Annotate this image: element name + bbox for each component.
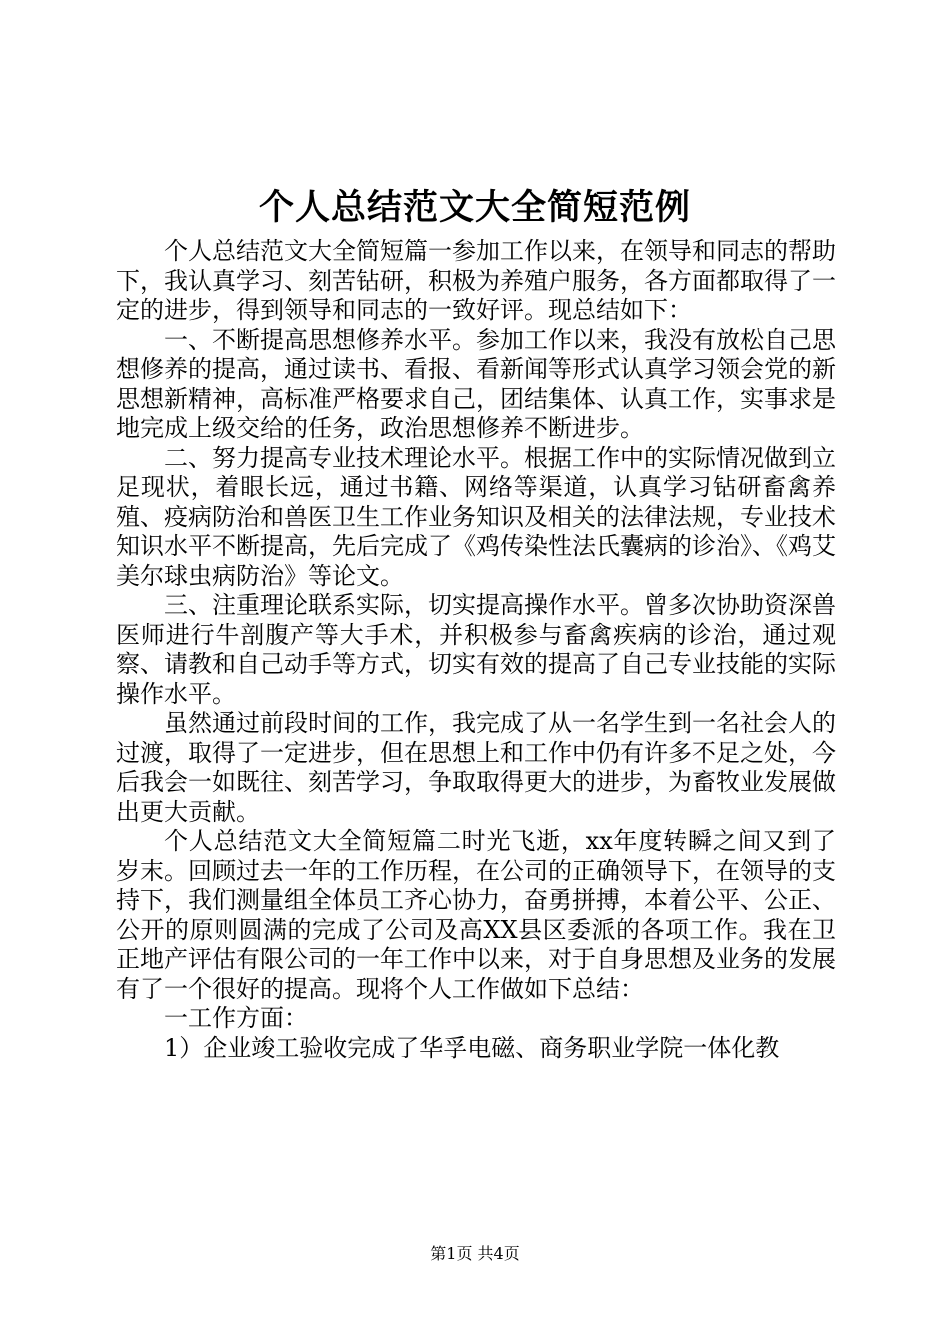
document-body <box>116 237 836 1063</box>
paragraph-point-1: 一、不断提高思想修养水平。参加工作以来，我没有放松自己思想修养的提高，通过读书、看报、看新闻等形式认真学习领会党的新思想新精神，高标准严格要求自己，团结集体、认真工作，实事求是地完成上级交给的任务，政治思想修养不断进步。 <box>116 325 836 442</box>
paragraph-conclusion: 虽然通过前段时间的工作，我完成了从一名学生到一名社会人的过渡，取得了一定进步，但在思想上和工作中仍有许多不足之处，今后我会一如既往、刻苦学习，争取取得更大的进步，为畜牧业发展做出更大贡献。 <box>116 709 836 826</box>
paragraph-work-heading: 一工作方面： <box>164 1004 308 1032</box>
paragraph-point-3: 三、注重理论联系实际，切实提高操作水平。曾多次协助资深兽医师进行牛剖腹产等大手术，并积极参与畜禽疾病的诊治，通过观察、请教和自己动手等方式，切实有效的提高了自己专业技能的实际操作水平。 <box>116 591 836 708</box>
paragraph-work-item-1: 1）企业竣工验收完成了华孚电磁、商务职业学院一体化教 <box>164 1033 780 1062</box>
page-number-footer: 第1页 共4页 <box>430 1244 520 1263</box>
document-title: 个人总结范文大全简短范例 <box>258 187 691 228</box>
paragraph-point-2: 二、努力提高专业技术理论水平。根据工作中的实际情况做到立足现状，着眼长远，通过书籍、网络等渠道，认真学习钻研畜禽养殖、疫病防治和兽医卫生工作业务知识及相关的法律法规，专业技术知识水平不断提高，先后完成了《鸡传染性法氏囊病的诊治》、《鸡艾美尔球虫病防治》等论文。 <box>116 443 836 590</box>
paragraph-part-two-intro: 个人总结范文大全简短篇二时光飞逝，xx年度转瞬之间又到了岁末。回顾过去一年的工作历程，在公司的正确领导下，在领导的支持下，我们测量组全体员工齐心协力，奋勇拼搏，本着公平、公正、公开的原则圆满的完成了公司及高XX县区委派的各项工作。我在卫正地产评估有限公司的一年工作中以来，对于自身思想及业务的发展有了一个很好的提高。现将个人工作做如下总结： <box>116 827 836 1003</box>
paragraph-intro: 个人总结范文大全简短篇一参加工作以来，在领导和同志的帮助下，我认真学习、刻苦钻研，积极为养殖户服务，各方面都取得了一定的进步，得到领导和同志的一致好评。现总结如下： <box>116 237 836 324</box>
